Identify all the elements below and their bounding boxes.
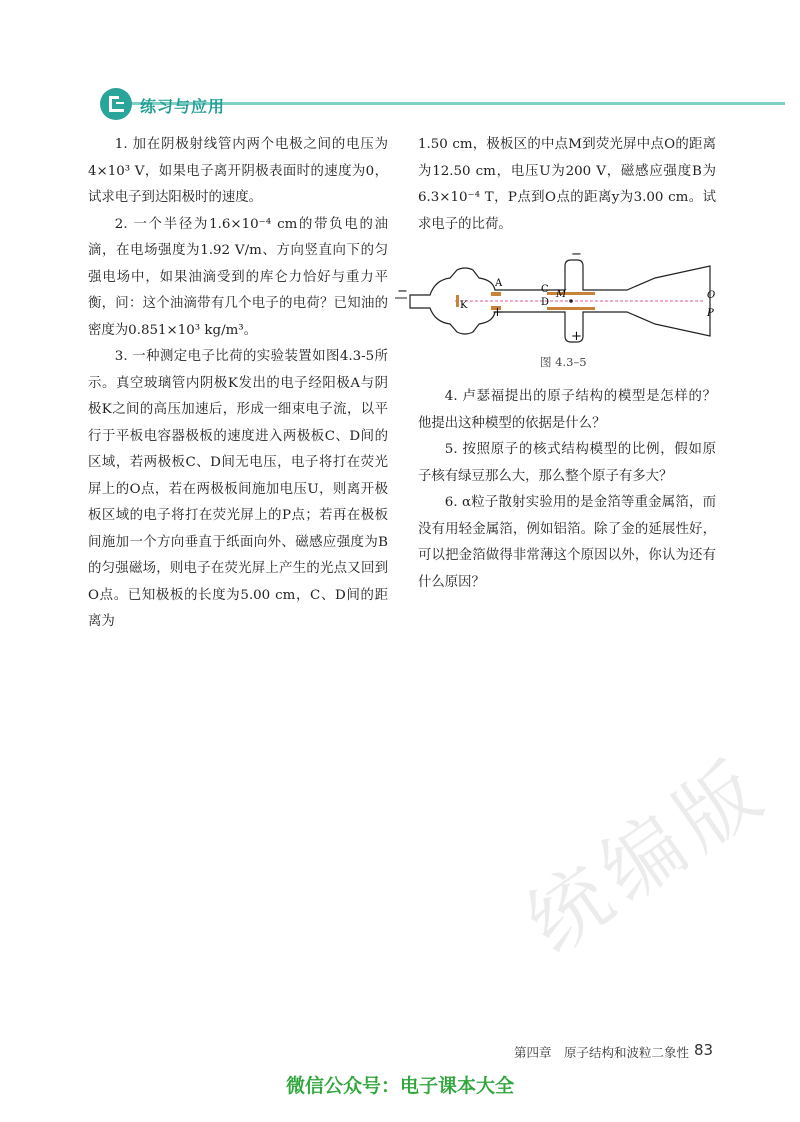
question-3-continued: 1.50 cm，极板区的中点M到荧光屏中点O的距离为12.50 cm，电压U为200 V，磁感应强度B为6.3×10⁻⁴ T，P点到O点的距离y为3.00 cm。试求电子的比荷。 — [418, 137, 716, 232]
question-1: 1. 加在阴极射线管内两个电极之间的电压为4×10³ V，如果电子离开阴极表面时的速度为0，试求电子到达阳极时的速度。 — [88, 137, 388, 205]
label-p: P — [707, 308, 714, 319]
diagonal-watermark: 统编版 — [510, 739, 785, 971]
question-4: 4. 卢瑟福提出的原子结构的模型是怎样的？他提出这种模型的依据是什么？ — [418, 389, 716, 431]
left-column — [88, 132, 388, 636]
label-plate-plus: + — [571, 329, 582, 344]
right-column — [418, 132, 716, 238]
practice-badge-icon — [100, 88, 132, 120]
anode-a-top — [491, 292, 501, 296]
label-a: A — [495, 278, 503, 289]
label-k: K — [460, 300, 468, 311]
label-anode-plus: + — [492, 305, 503, 320]
section-title: 练习与应用 — [140, 97, 226, 116]
cathode-k — [456, 295, 459, 307]
question-3: 3. 一种测定电子比荷的实验装置如图4.3-5所示。真空玻璃管内阴极K发出的电子经阳极A与阴极K之间的高压加速后，形成一细束电子流，以平行于平板电容器极板的速度进入两极板C、D间的区域，若两极板C、D间无电压，电子将打在荧光屏上的O点，若在两极板间施加电压U，则离开极板区域的电子将打在荧光屏上的P点；若再在极板间施加一个方向垂直于纸面向外、磁感应强度为B的匀强磁场，则电子在荧光屏上产生的光点又回到O点。已知极板的长度为5.00 cm，C、D间的距离为 — [88, 349, 388, 629]
label-plate-minus: − — [571, 248, 582, 262]
page-number: 83 — [694, 1041, 714, 1059]
cathode-ray-tube-diagram — [395, 248, 735, 348]
label-m: M — [556, 289, 567, 300]
question-5: 5. 按照原子的核式结构模型的比例，假如原子核有绿豆那么大，那么整个原子有多大？ — [418, 442, 716, 484]
label-c: C — [541, 284, 549, 295]
wechat-watermark: 微信公众号：电子课本大全 — [285, 1075, 514, 1097]
question-2: 2. 一个半径为1.6×10⁻⁴ cm的带负电的油滴，在电场强度为1.92 V/m、方向竖直向下的匀强电场中，如果油滴受到的库仑力恰好与重力平衡，问：这个油滴带有几个电子的电荷？已知油的密度为0.851×10³ kg/m³。 — [88, 216, 388, 338]
plate-c — [547, 292, 595, 295]
label-d: D — [541, 297, 550, 308]
figure-caption: 图 4.3–5 — [540, 355, 587, 369]
label-cathode-minus: − — [397, 284, 408, 299]
question-6: 6. α粒子散射实验用的是金箔等重金属箔，而没有用轻金属箔，例如铝箔。除了金的延展性好，可以把金箔做得非常薄这个原因以外，你认为还有什么原因？ — [418, 495, 716, 590]
right-column-lower — [418, 384, 716, 596]
footer-chapter: 第四章 原子结构和波粒二象性 — [514, 1045, 690, 1060]
midpoint-m — [569, 299, 573, 303]
label-o: O — [707, 290, 716, 301]
plate-d — [547, 307, 595, 310]
